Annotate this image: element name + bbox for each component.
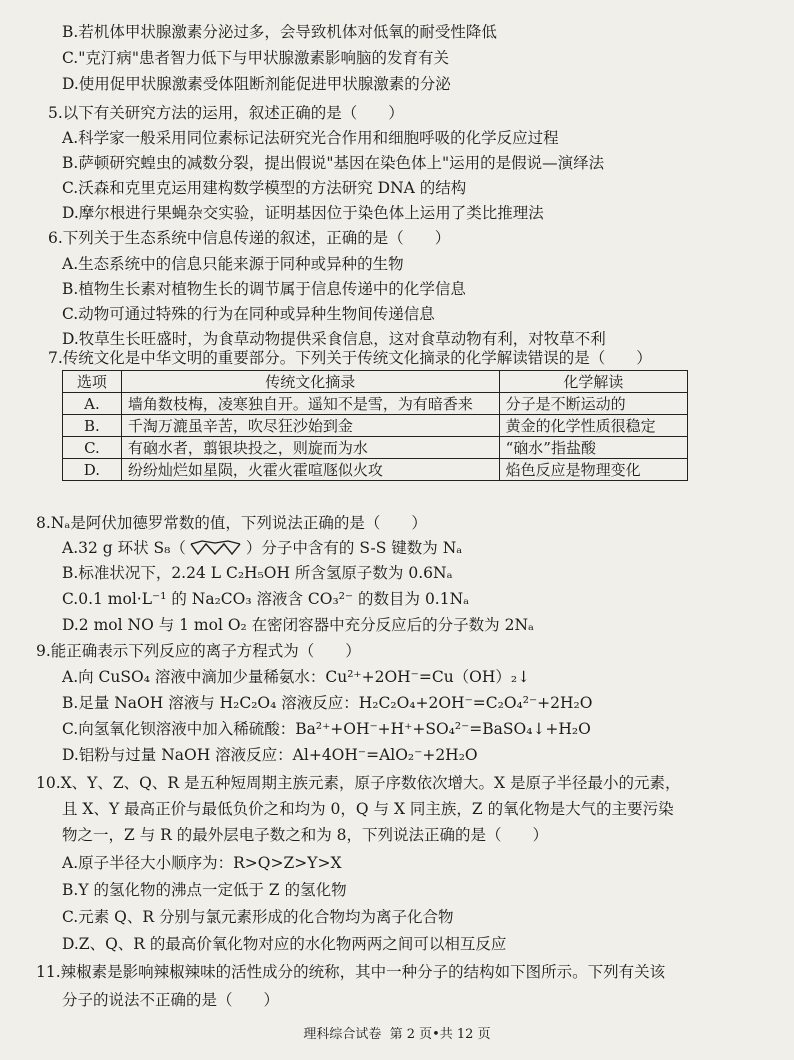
footer-subject: 理科综合试卷 [303,1027,382,1042]
table-cell: B. [63,415,122,437]
table-cell: D. [63,459,122,481]
q8-stem: 8.Nₐ是阿伏加德罗常数的值，下列说法正确的是（ ） [36,514,427,532]
q6-option-b: B.植物生长素对植物生长的调节属于信息传递中的化学信息 [62,280,466,298]
q11-stem-line2: 分子的说法不正确的是（ ） [62,991,280,1009]
table-cell: A. [63,393,122,415]
q6-option-d: D.牧草生长旺盛时，为食草动物提供采食信息，这对食草动物有利，对牧草不利 [62,330,606,348]
column-header: 选项 [63,371,122,393]
q10-stem-line1: 10.X、Y、Z、Q、R 是五种短周期主族元素，原子序数依次增大。X 是原子半径最小的元素， [36,774,681,792]
table-header-row [63,371,688,393]
q5-option-c: C.沃森和克里克运用建构数学模型的方法研究 DNA 的结构 [62,179,467,197]
q8-option-a-post: ）分子中含有的 S-S 键数为 Nₐ [245,539,463,557]
table-cell: 千淘万漉虽辛苦，吹尽狂沙始到金 [121,415,499,437]
q6-option-a: A.生态系统中的信息只能来源于同种或异种的生物 [62,255,404,273]
table-cell: C. [63,437,122,459]
q10-option-d: D.Z、Q、R 的最高价氧化物对应的水化物两两之间可以相互反应 [62,935,507,953]
q5-option-b: B.萨顿研究蝗虫的减数分裂，提出假说"基因在染色体上"运用的是假说—演绎法 [62,154,605,172]
q5-option-a: A.科学家一般采用同位素标记法研究光合作用和细胞呼吸的化学反应过程 [62,129,559,147]
table-row [63,437,688,459]
footer-page-number: 第 2 页•共 12 页 [389,1027,491,1042]
q6-stem: 6.下列关于生态系统中信息传递的叙述，正确的是（ ） [48,229,451,247]
q8-option-d: D.2 mol NO 与 1 mol O₂ 在密闭容器中充分反应后的分子数为 2Nₐ [62,616,535,634]
s8-ring-structure-icon [188,539,244,559]
q10-option-a: A.原子半径大小顺序为：R>Q>Z>Y>X [62,854,342,872]
q5-option-d: D.摩尔根进行果蝇杂交实验，证明基因位于染色体上运用了类比推理法 [62,204,544,222]
table-cell: 黄金的化学性质很稳定 [499,415,687,437]
q8-option-c: C.0.1 mol·L⁻¹ 的 Na₂CO₃ 溶液含 CO₃²⁻ 的数目为 0.1Nₐ [62,590,470,608]
q10-stem-line3: 物之一，Z 与 R 的最外层电子数之和为 8，下列说法正确的是（ ） [62,826,549,844]
q9-stem: 9.能正确表示下列反应的离子方程式为（ ） [36,642,361,660]
table-cell: 墙角数枝梅，凌寒独自开。遥知不是雪，为有暗香来 [121,393,499,415]
table-row [63,393,688,415]
table-cell: 有硇水者，翦银块投之，则旋而为水 [121,437,499,459]
q10-stem-line2: 且 X、Y 最高正价与最低负价之和均为 0，Q 与 X 同主族，Z 的氧化物是大气的主要污染 [62,800,674,818]
table-row [63,459,688,481]
q4-option-c: C."克汀病"患者智力低下与甲状腺激素影响脑的发育有关 [62,49,449,67]
page-footer [0,1023,794,1042]
q8-option-b: B.标准状况下，2.24 L C₂H₅OH 所含氢原子数为 0.6Nₐ [62,564,453,582]
q9-option-d: D.铝粉与过量 NaOH 溶液反应：Al+4OH⁻=AlO₂⁻+2H₂O [62,746,478,764]
q10-option-b: B.Y 的氢化物的沸点一定低于 Z 的氢化物 [62,881,347,899]
q7-table [62,370,688,481]
q9-option-c: C.向氢氧化钡溶液中加入稀硫酸：Ba²⁺+OH⁻+H⁺+SO₄²⁻=BaSO₄↓+H₂O [62,720,591,738]
q9-option-a: A.向 CuSO₄ 溶液中滴加少量稀氨水：Cu²⁺+2OH⁻=Cu（OH）₂↓ [62,668,531,686]
table-cell: 分子是不断运动的 [499,393,687,415]
q7-stem: 7.传统文化是中华文明的重要部分。下列关于传统文化摘录的化学解读错误的是（ ） [48,349,652,367]
q10-option-c: C.元素 Q、R 分别与氯元素形成的化合物均为离子化合物 [62,908,454,926]
q6-option-c: C.动物可通过特殊的行为在同种或异种生物间传递信息 [62,305,435,323]
table-cell: 纷纷灿烂如星陨，火霍火霍喧豗似火攻 [121,459,499,481]
q4-option-b: B.若机体甲状腺激素分泌过多，会导致机体对低氧的耐受性降低 [62,23,497,41]
table-row [63,415,688,437]
column-header: 化学解读 [499,371,687,393]
q5-stem: 5.以下有关研究方法的运用，叙述正确的是（ ） [48,104,404,122]
column-header: 传统文化摘录 [121,371,499,393]
table-cell: 焰色反应是物理变化 [499,459,687,481]
q11-stem-line1: 11.辣椒素是影响辣椒辣味的活性成分的统称，其中一种分子的结构如下图所示。下列有关该 [36,963,666,981]
q8-option-a-pre: A.32 g 环状 S₈（ [62,539,186,557]
q4-option-d: D.使用促甲状腺激素受体阻断剂能促进甲状腺激素的分泌 [62,75,451,93]
q9-option-b: B.足量 NaOH 溶液与 H₂C₂O₄ 溶液反应：H₂C₂O₄+2OH⁻=C₂O₄²⁻+2H₂O [62,694,593,712]
table-cell: “硇水”指盐酸 [499,437,687,459]
q8-option-a [62,538,462,559]
